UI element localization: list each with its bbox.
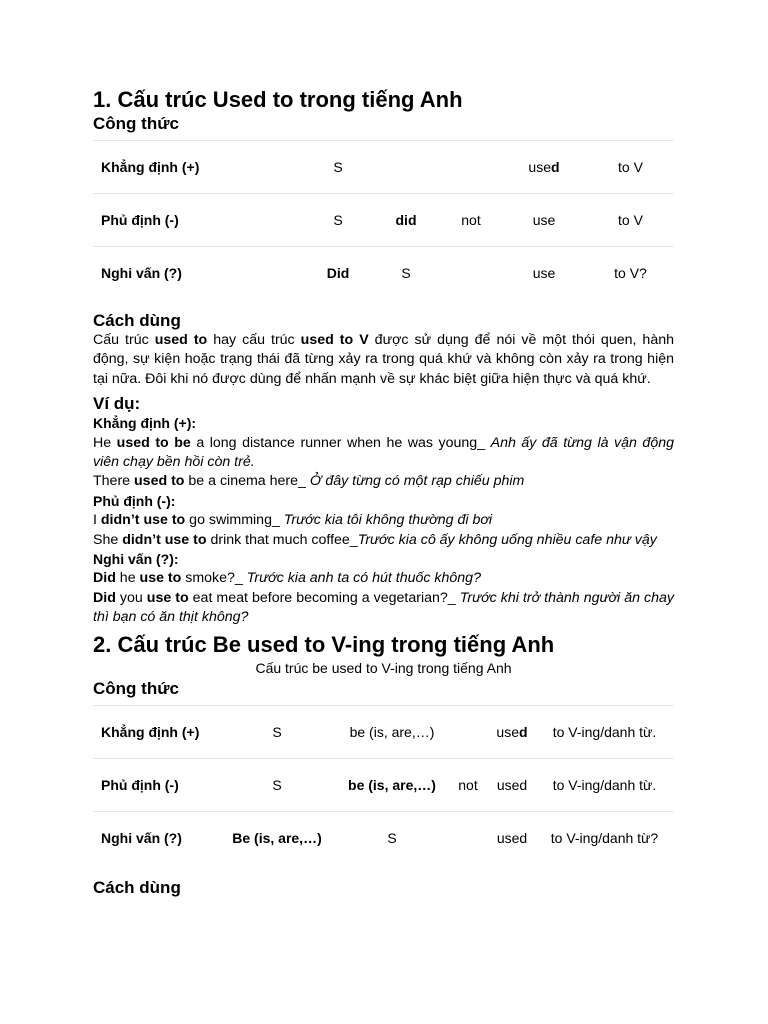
negation-cell: not <box>441 194 501 247</box>
example-sentence <box>93 472 674 491</box>
row-label: Khẳng định (+) <box>93 141 305 194</box>
affirmative-subheading: Khẳng định (+): <box>93 415 197 432</box>
auxiliary-cell: did <box>371 194 441 247</box>
example-translation: Ở đây từng có một rạp chiếu phim <box>309 473 525 490</box>
example-text: There <box>93 473 135 490</box>
row-label: Nghi vấn (?) <box>93 247 305 300</box>
example-sentence <box>93 569 674 588</box>
section-2-usage-heading: Cách dùng <box>93 877 181 897</box>
row-label: Phủ định (-) <box>93 194 305 247</box>
example-sentence <box>93 589 674 628</box>
section-1-title: 1. Cấu trúc Used to trong tiếng Anh <box>93 87 463 112</box>
usage-text: được sử dụng để nói về một thói quen, hành động, sự kiện hoặc trạng thái đã từng xảy ra trong quá khứ và không còn xảy ra trong hiện tại nữa. Đôi khi nó được dùng để nhấn mạnh về sự khác biệt giữa hiện thực và quá khứ. <box>93 332 674 387</box>
subject-cell: S <box>217 758 337 811</box>
table-row <box>93 758 674 811</box>
example-text: be a cinema here_ <box>184 473 310 490</box>
example-sentence <box>93 511 674 530</box>
verb-suffix: d <box>519 723 528 740</box>
interrogative-subheading: Nghi vấn (?): <box>93 551 179 568</box>
section-2-formula-table <box>93 705 674 864</box>
complement-cell: to V-ing/danh từ. <box>535 705 674 758</box>
example-bold: didn’t use to <box>122 531 207 548</box>
example-bold: didn’t use to <box>100 512 186 529</box>
usage-bold: used to <box>154 332 208 348</box>
section-2-formula-heading: Công thức <box>93 678 179 698</box>
subject-cell: S <box>217 705 337 758</box>
example-text: he <box>115 570 140 587</box>
section-1-usage-heading: Cách dùng <box>93 311 181 330</box>
subject-cell: S <box>371 247 441 300</box>
section-1-formula-heading: Công thức <box>93 114 179 133</box>
example-text: He <box>93 434 117 451</box>
table-row <box>93 705 674 758</box>
negation-cell <box>447 811 489 864</box>
section-1-formula-table <box>93 140 674 299</box>
complement-cell: to V <box>587 194 674 247</box>
row-label: Phủ định (-) <box>93 758 217 811</box>
verb-suffix: d <box>551 159 560 175</box>
document-content <box>93 86 674 898</box>
verb-cell <box>501 141 587 194</box>
example-translation: Trước kia cô ấy không uống nhiều cafe như vậy <box>357 531 657 548</box>
negation-cell <box>447 705 489 758</box>
complement-cell: to V? <box>587 247 674 300</box>
negative-subheading: Phủ định (-): <box>93 492 176 509</box>
example-bold: Did <box>93 589 116 606</box>
negation-cell <box>441 141 501 194</box>
example-text: She <box>93 531 123 548</box>
complement-cell: to V-ing/danh từ? <box>535 811 674 864</box>
example-bold: use to <box>146 589 189 606</box>
example-sentence <box>93 434 674 473</box>
example-text: smoke?_ <box>181 570 247 587</box>
verb-cell: use <box>501 247 587 300</box>
table-row <box>93 141 674 194</box>
example-sentence <box>93 531 674 550</box>
usage-paragraph <box>93 331 674 389</box>
verb-cell: use <box>501 194 587 247</box>
example-text: go swimming_ <box>185 512 284 529</box>
examples-heading: Ví dụ: <box>93 394 141 414</box>
usage-bold: used to V <box>300 332 369 348</box>
row-label: Nghi vấn (?) <box>93 811 217 864</box>
example-text: a long distance runner when he was young_ <box>190 434 491 451</box>
example-translation: Anh ấy đã từng là vận động viên chạy bền hồi còn trẻ. <box>93 434 674 471</box>
subject-cell: S <box>305 141 371 194</box>
be-cell: Be (is, are,…) <box>217 811 337 864</box>
complement-cell: to V <box>587 141 674 194</box>
example-translation: Trước khi trở thành người ăn chay thì bạn có ăn thịt không? <box>93 589 674 626</box>
negation-cell: not <box>447 758 489 811</box>
verb-cell: used <box>489 758 535 811</box>
subject-cell: S <box>337 811 447 864</box>
usage-text: Cấu trúc <box>93 332 155 348</box>
table-row <box>93 194 674 247</box>
be-cell: be (is, are,…) <box>337 758 447 811</box>
example-bold: use to <box>139 570 182 587</box>
be-cell: be (is, are,…) <box>337 705 447 758</box>
example-bold: Did <box>93 570 116 587</box>
image-caption: Cấu trúc be used to V-ing trong tiếng Anh <box>255 659 512 676</box>
example-text: eat meat before becoming a vegetarian?_ <box>188 589 460 606</box>
example-text: you <box>115 589 147 606</box>
verb-cell <box>489 705 535 758</box>
example-translation: Trước kia tôi không thường đi bơi <box>283 512 493 529</box>
table-row <box>93 811 674 864</box>
verb-text: use <box>496 723 519 740</box>
example-text: drink that much coffee_ <box>206 531 358 548</box>
complement-cell: to V-ing/danh từ. <box>535 758 674 811</box>
verb-text: use <box>528 159 551 175</box>
auxiliary-cell <box>371 141 441 194</box>
subject-cell: S <box>305 194 371 247</box>
usage-text: hay cấu trúc <box>207 332 301 348</box>
example-translation: Trước kia anh ta có hút thuốc không? <box>246 570 481 587</box>
section-2-title: 2. Cấu trúc Be used to V-ing trong tiếng Anh <box>93 631 555 657</box>
negation-cell <box>441 247 501 300</box>
verb-cell: used <box>489 811 535 864</box>
example-text: I <box>93 512 101 529</box>
example-bold: used to be <box>116 434 191 451</box>
row-label: Khẳng định (+) <box>93 705 217 758</box>
table-row <box>93 247 674 300</box>
example-bold: used to <box>134 473 185 490</box>
auxiliary-cell: Did <box>305 247 371 300</box>
